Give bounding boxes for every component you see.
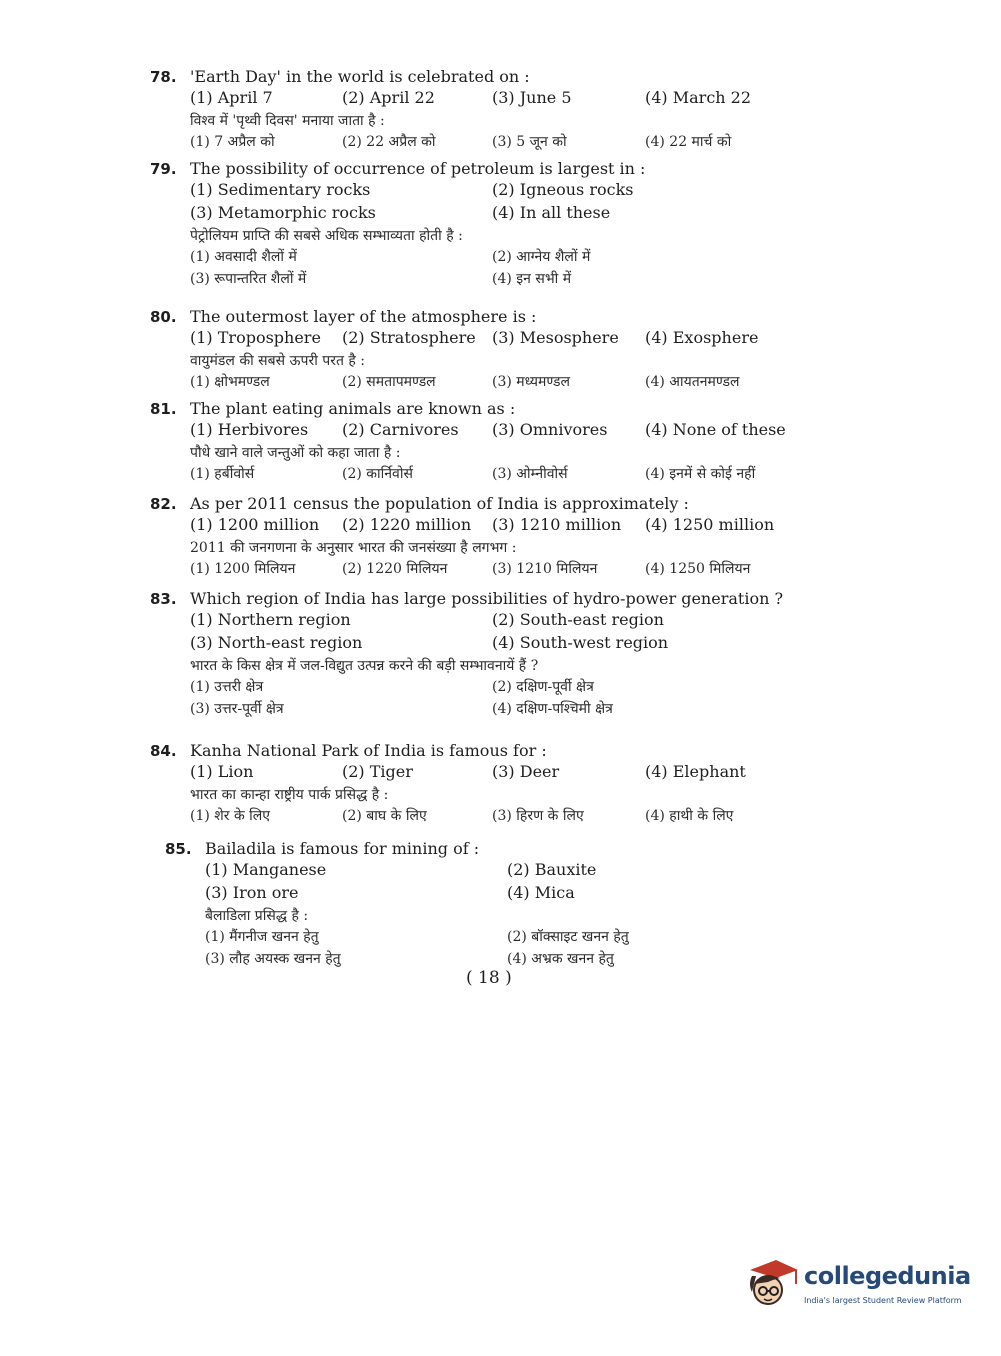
question-number: 82. <box>150 495 177 513</box>
option-4: (4) Mica <box>507 883 575 902</box>
option-4-hi: (4) इनमें से कोई नहीं <box>645 466 756 482</box>
option-2: (2) 1220 million <box>342 515 472 534</box>
option-3-hi: (3) 5 जून को <box>492 134 567 150</box>
option-1-hi: (1) 1200 मिलियन <box>190 561 296 577</box>
option-3: (3) 1210 million <box>492 515 622 534</box>
question-text-hi: भारत के किस क्षेत्र में जल-विद्युत उत्पन्न करने की बड़ी सम्भावनायें हैं ? <box>190 658 539 674</box>
options-hi-row1 <box>190 677 830 699</box>
option-4-hi: (4) दक्षिण-पश्चिमी क्षेत्र <box>492 701 613 717</box>
question-78 <box>150 66 830 154</box>
question-text-hi: पौधे खाने वाले जन्तुओं को कहा जाता है : <box>190 445 401 461</box>
option-2-hi: (2) बॉक्साइट खनन हेतु <box>507 929 629 945</box>
option-1: (1) Manganese <box>205 860 327 879</box>
question-text-hi: पेट्रोलियम प्राप्ति की सबसे अधिक सम्भाव्यता होती है : <box>190 228 463 244</box>
option-3-hi: (3) मध्यमण्डल <box>492 374 571 390</box>
option-3-hi: (3) ओम्नीवोर्स <box>492 466 568 482</box>
option-3-hi: (3) उत्तर-पूर्वी क्षेत्र <box>190 701 284 717</box>
option-3-hi: (3) रूपान्तरित शैलों में <box>190 271 307 287</box>
question-number: 83. <box>150 590 177 608</box>
option-2-hi: (2) 22 अप्रैल को <box>342 134 436 150</box>
options-hi <box>190 372 830 394</box>
options-hi-row2 <box>205 949 845 971</box>
option-4-hi: (4) इन सभी में <box>492 271 572 287</box>
option-3: (3) Deer <box>492 762 560 781</box>
option-1-hi: (1) अवसादी शैलों में <box>190 249 297 265</box>
question-number: 79. <box>150 160 177 178</box>
option-4-hi: (4) आयतनमण्डल <box>645 374 740 390</box>
options-en <box>190 328 830 351</box>
option-1-hi: (1) शेर के लिए <box>190 808 271 824</box>
option-2-hi: (2) बाघ के लिए <box>342 808 427 824</box>
question-text-hi: 2011 की जनगणना के अनुसार भारत की जनसंख्या है लगभग : <box>190 540 517 556</box>
options-en-row2 <box>205 883 845 906</box>
question-text-en: The possibility of occurrence of petroleum is largest in : <box>190 159 646 178</box>
page-number: ( 18 ) <box>466 968 512 988</box>
option-1-hi: (1) 7 अप्रैल को <box>190 134 275 150</box>
option-3-hi: (3) लौह अयस्क खनन हेतु <box>205 951 341 967</box>
option-1-hi: (1) मैंगनीज खनन हेतु <box>205 929 319 945</box>
question-text-en: The outermost layer of the atmosphere is : <box>190 307 537 326</box>
options-en-row1 <box>205 860 845 883</box>
question-82 <box>150 493 830 581</box>
option-4-hi: (4) 1250 मिलियन <box>645 561 751 577</box>
options-hi <box>190 559 830 581</box>
option-4: (4) In all these <box>492 203 611 222</box>
options-en-row2 <box>190 633 830 656</box>
question-text-hi: भारत का कान्हा राष्ट्रीय पार्क प्रसिद्ध है : <box>190 787 389 803</box>
option-4: (4) Elephant <box>645 762 746 781</box>
option-2-hi: (2) 1220 मिलियन <box>342 561 448 577</box>
option-3: (3) Iron ore <box>205 883 299 902</box>
option-1-hi: (1) क्षोभमण्डल <box>190 374 270 390</box>
option-2-hi: (2) आग्नेय शैलों में <box>492 249 591 265</box>
option-4-hi: (4) 22 मार्च को <box>645 134 732 150</box>
option-1: (1) Sedimentary rocks <box>190 180 371 199</box>
option-1-hi: (1) उत्तरी क्षेत्र <box>190 679 264 695</box>
options-en-row2 <box>190 203 830 226</box>
options-hi-row2 <box>190 699 830 721</box>
option-1: (1) Troposphere <box>190 328 321 347</box>
options-en <box>190 762 830 785</box>
option-2: (2) Stratosphere <box>342 328 476 347</box>
question-number: 80. <box>150 308 177 326</box>
options-en <box>190 420 830 443</box>
option-1: (1) Northern region <box>190 610 351 629</box>
option-2: (2) Igneous rocks <box>492 180 634 199</box>
question-text-en: The plant eating animals are known as : <box>190 399 516 418</box>
options-en <box>190 515 830 538</box>
option-3: (3) Omnivores <box>492 420 608 439</box>
option-2: (2) South-east region <box>492 610 664 629</box>
option-3-hi: (3) हिरण के लिए <box>492 808 584 824</box>
option-3: (3) Metamorphic rocks <box>190 203 376 222</box>
option-2: (2) Carnivores <box>342 420 459 439</box>
question-79 <box>150 158 830 291</box>
option-2-hi: (2) दक्षिण-पूर्वी क्षेत्र <box>492 679 594 695</box>
option-4: (4) 1250 million <box>645 515 775 534</box>
option-4: (4) March 22 <box>645 88 752 107</box>
option-3: (3) Mesosphere <box>492 328 619 347</box>
option-1: (1) Lion <box>190 762 254 781</box>
question-text-hi: विश्व में 'पृथ्वी दिवस' मनाया जाता है : <box>190 113 385 129</box>
question-text-hi: वायुमंडल की सबसे ऊपरी परत है : <box>190 353 365 369</box>
option-4: (4) South-west region <box>492 633 669 652</box>
option-3-hi: (3) 1210 मिलियन <box>492 561 598 577</box>
question-number: 84. <box>150 742 177 760</box>
options-en-row1 <box>190 610 830 633</box>
option-1-hi: (1) हर्बीवोर्स <box>190 466 255 482</box>
question-84 <box>150 740 830 828</box>
option-3: (3) June 5 <box>492 88 572 107</box>
mascot-icon <box>742 1254 800 1312</box>
option-4-hi: (4) हाथी के लिए <box>645 808 734 824</box>
option-1: (1) 1200 million <box>190 515 320 534</box>
question-number: 81. <box>150 400 177 418</box>
options-hi <box>190 464 830 486</box>
logo-tagline: India's largest Student Review Platform <box>804 1296 962 1305</box>
option-2-hi: (2) समतापमण्डल <box>342 374 436 390</box>
option-2: (2) Bauxite <box>507 860 597 879</box>
option-3: (3) North-east region <box>190 633 363 652</box>
question-85 <box>165 838 845 971</box>
options-hi-row1 <box>190 247 830 269</box>
options-hi <box>190 806 830 828</box>
question-81 <box>150 398 830 486</box>
question-text-en: 'Earth Day' in the world is celebrated on : <box>190 67 530 86</box>
option-4: (4) Exosphere <box>645 328 759 347</box>
question-text-hi: बैलाडिला प्रसिद्ध है : <box>205 908 309 924</box>
option-2-hi: (2) कार्निवोर्स <box>342 466 413 482</box>
question-text-en: Bailadila is famous for mining of : <box>205 839 480 858</box>
option-4: (4) None of these <box>645 420 786 439</box>
collegedunia-logo <box>742 1248 972 1320</box>
question-number: 78. <box>150 68 177 86</box>
options-hi-row2 <box>190 269 830 291</box>
question-83 <box>150 588 830 721</box>
options-hi <box>190 132 830 154</box>
option-2: (2) April 22 <box>342 88 435 107</box>
option-4-hi: (4) अभ्रक खनन हेतु <box>507 951 614 967</box>
option-1: (1) April 7 <box>190 88 273 107</box>
logo-wordmark: collegedunia <box>804 1262 971 1290</box>
options-hi-row1 <box>205 927 845 949</box>
question-number: 85. <box>165 840 192 858</box>
option-1: (1) Herbivores <box>190 420 309 439</box>
options-en <box>190 88 830 111</box>
option-2: (2) Tiger <box>342 762 413 781</box>
question-80 <box>150 306 830 394</box>
question-text-en: Which region of India has large possibilities of hydro-power generation ? <box>190 589 784 608</box>
question-text-en: Kanha National Park of India is famous for : <box>190 741 547 760</box>
options-en-row1 <box>190 180 830 203</box>
question-text-en: As per 2011 census the population of India is approximately : <box>190 494 689 513</box>
